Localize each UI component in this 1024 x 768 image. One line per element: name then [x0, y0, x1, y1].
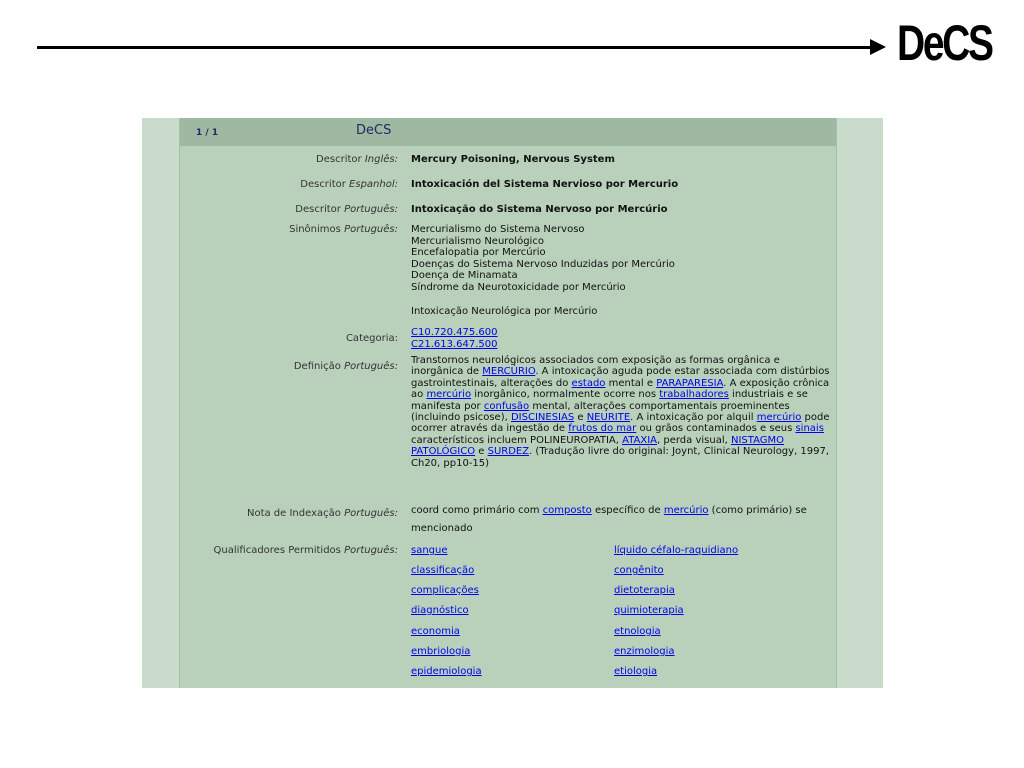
qualifier-link[interactable]: diagnóstico: [411, 605, 469, 616]
synonym-item: Síndrome da Neurotoxicidade por Mercúrio: [411, 281, 626, 293]
qualifier-link[interactable]: complicações: [411, 585, 479, 596]
indexing-note-label: Nota de Indexação Português:: [246, 508, 398, 519]
link-sinais[interactable]: sinais: [795, 423, 824, 435]
link-confusao[interactable]: confusão: [483, 400, 530, 412]
link-discinesias[interactable]: DISCINESIAS: [510, 412, 575, 424]
qualifier-link[interactable]: epidemiologia: [411, 666, 482, 677]
record-content: [179, 118, 837, 688]
descriptor-es-value: Intoxicación del Sistema Nervioso por Mercurio: [411, 179, 679, 190]
qualifier-link[interactable]: classificação: [411, 565, 475, 576]
record-pager: 1 / 1: [196, 128, 219, 138]
qualifier-link[interactable]: dietoterapia: [614, 585, 675, 596]
category-code-link[interactable]: C10.720.475.600: [411, 327, 498, 338]
definition-label: Definição Português:: [293, 361, 398, 372]
descriptor-pt-value: Intoxicação do Sistema Nervoso por Mercúrio: [411, 204, 668, 215]
descriptor-en-label: Descritor Inglês:: [316, 154, 398, 165]
qualifier-link[interactable]: enzimologia: [614, 646, 675, 657]
header-arrow-line: [37, 46, 873, 49]
link-nistagmo[interactable]: NISTAGMO PATOLÓGICO: [411, 434, 785, 458]
link-mercurio[interactable]: mercúrio: [426, 389, 472, 401]
link-mercurio[interactable]: mercúrio: [756, 412, 802, 424]
qualifier-link[interactable]: quimioterapia: [614, 605, 684, 616]
link-trabalhadores[interactable]: trabalhadores: [659, 389, 729, 401]
descriptor-pt-label: Descritor Português:: [295, 204, 398, 215]
arrow-head-icon: [870, 39, 886, 55]
record-titlebar: [180, 118, 836, 146]
link-surdez[interactable]: SURDEZ: [487, 446, 530, 458]
record-title: DeCS: [356, 123, 392, 138]
synonym-item: Doenças do Sistema Nervoso Induzidas por Mercúrio: [411, 258, 675, 270]
synonyms-list: [411, 224, 675, 293]
descriptor-en-value: Mercury Poisoning, Nervous System: [411, 154, 615, 165]
qualifier-link[interactable]: sangue: [411, 545, 448, 556]
category-codes: [411, 327, 498, 350]
category-label: Categoria:: [345, 333, 398, 344]
link-paraparesia[interactable]: PARAPARESIA: [656, 377, 724, 389]
qualifier-link[interactable]: etiologia: [614, 666, 658, 677]
link-ataxia[interactable]: ATAXIA: [622, 434, 658, 446]
link-frutos-do-mar[interactable]: frutos do mar: [568, 423, 637, 435]
link-mercurio[interactable]: mercúrio: [663, 505, 709, 516]
synonym-item: Doença de Minamata: [411, 270, 518, 281]
synonyms-label: Sinônimos Português:: [289, 224, 398, 235]
link-composto[interactable]: composto: [542, 505, 592, 516]
synonym-item: Encefalopatia por Mercúrio: [411, 247, 546, 258]
descriptor-es-label: Descritor Espanhol:: [300, 179, 398, 190]
definition-text: Transtornos neurológicos associados com exposição as formas orgânica e inorgânica de MERCÚRIO. A intoxicação aguda pode estar associada com distúrbios gastrointestinais, alterações do estado mental e PARAPARESIA. A exposição crônica ao mercúrio inorgânico, normalmente ocorre nos trabalhadores industriais e se manifesta por confusão mental, alterações comportamentais proeminentes (incluindo psicose), DISCINESIAS e NEURITE. A intoxicação por alquil mercúrio pode ocorrer através da ingestão de frutos do mar ou grãos contaminados e seus sinais característicos incluem POLINEUROPATIA, ATAXIA, perda visual, NISTAGMO PATOLÓGICO e SURDEZ. (Tradução livre do original: Joynt, Clinical Neurology, 1997, Ch20, pp10-15): [411, 355, 830, 469]
qualifiers-label: Qualificadores Permitidos Português:: [213, 545, 398, 556]
synonym-extra: Intoxicação Neurológica por Mercúrio: [411, 306, 598, 317]
link-neurite[interactable]: NEURITE: [586, 412, 631, 424]
record-panel: [142, 118, 883, 688]
qualifier-link[interactable]: congênito: [614, 565, 664, 576]
link-estado[interactable]: estado: [571, 377, 606, 389]
synonym-item: Mercurialismo Neurológico: [411, 235, 544, 247]
link-mercurio[interactable]: MERCÚRIO: [482, 366, 536, 378]
qualifier-link[interactable]: líquido céfalo-raquidiano: [614, 545, 739, 556]
indexing-note-text: coord como primário com composto específico de mercúrio (como primário) se mencionado: [411, 505, 807, 534]
category-code-link[interactable]: C21.613.647.500: [411, 338, 498, 350]
qualifier-link[interactable]: embriologia: [411, 646, 471, 657]
qualifier-link[interactable]: economia: [411, 626, 460, 637]
decs-logo: DeCS: [897, 15, 992, 71]
synonym-item: Mercurialismo do Sistema Nervoso: [411, 224, 585, 235]
qualifier-link[interactable]: etnologia: [614, 626, 661, 637]
